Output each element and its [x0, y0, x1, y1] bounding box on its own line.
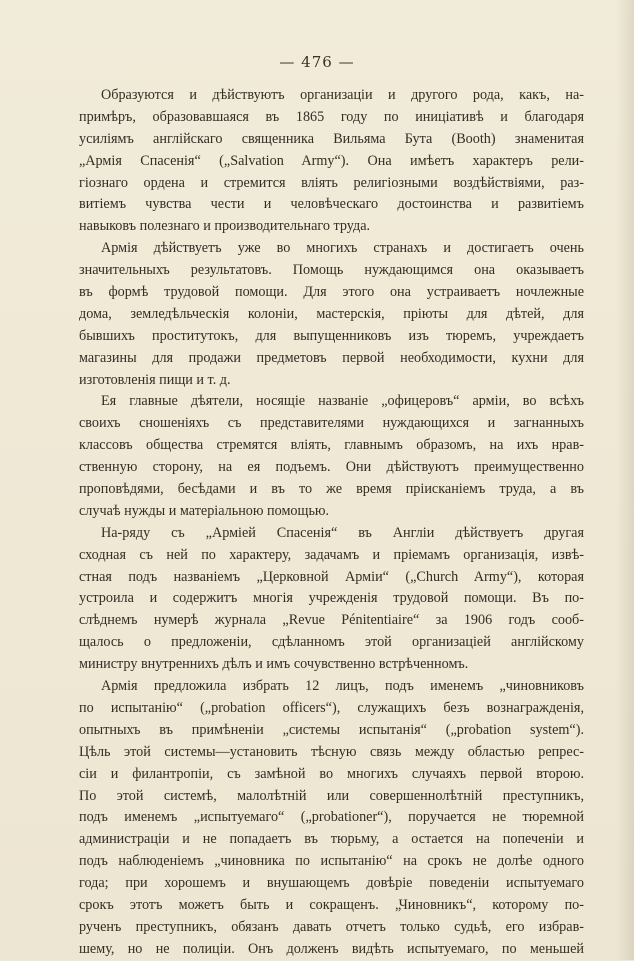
text-line: „Армія Спасенія“ („Salvation Army“). Она имѣетъ характеръ рели- — [79, 152, 584, 169]
text-line: случаѣ нужды и матеріальною помощью. — [79, 502, 330, 519]
text-line: въ формѣ трудовой помощи. Для этого она устраиваетъ ночлежные — [79, 284, 584, 301]
text-line: значительныхъ результатовъ. Помощь нуждающимся она оказываетъ — [79, 262, 584, 279]
text-line: Армія дѣйствуетъ уже во многихъ странахъ и достигаетъ очень — [101, 240, 584, 257]
text-line: по испытанію“ („probation officers“), служащихъ безъ вознагражденія, — [79, 699, 584, 716]
text-line: своихъ сношеніяхъ съ представителями нуждающихся и загнанныхъ — [79, 415, 584, 432]
text-line: Образуются и дѣйствуютъ организаціи и другого рода, какъ, на- — [101, 87, 584, 103]
text-line: сіи и филантропіи, съ замѣной во многихъ случаяхъ первой второю. — [79, 765, 584, 782]
page-number: — 476 — — [279, 53, 355, 71]
text-line: администраціи и не попадаетъ въ тюрьму, а остается на попеченіи и — [79, 831, 584, 848]
text-line: сходная съ ней по характеру, задачамъ и пріемамъ организація, извѣ- — [79, 546, 584, 563]
text-line: щалось о предложеніи, сдѣланномъ этой организаціей англійскому — [79, 634, 584, 651]
text-line: стная подъ названіемъ „Церковной Арміи“ („Church Army“), которая — [79, 568, 584, 585]
text-line: магазины для продажи предметовъ первой необходимости, кухни для — [79, 349, 584, 366]
text-line: гіознаго ордена и стремится вліять религіозными воздѣйствіями, раз- — [79, 174, 584, 191]
page-edge-shadow — [616, 0, 634, 960]
text-line: подъ наблюденіемъ „чиновника по испытанію“ на срокъ не долѣе одного — [79, 853, 584, 870]
text-line: слѣднемъ нумерѣ журнала „Revue Pénitentiaire“ за 1906 годъ сооб- — [79, 612, 584, 629]
text-line: проповѣдями, бесѣдами и въ то же время пріисканіемъ труда, а въ — [79, 481, 584, 498]
text-line: подъ именемъ „испытуемаго“ („probationer“), поручается не тюремной — [79, 809, 584, 826]
text-line: навыковъ полезнаго и производительнаго труда. — [79, 218, 371, 235]
text-line: года; при хорошемъ и внушающемъ довѣріе поведеніи испытуемаго — [79, 875, 584, 892]
text-line: По этой системѣ, малолѣтній или совершеннолѣтній преступникъ, — [79, 787, 584, 804]
text-line: изготовленія пищи и т. д. — [79, 371, 231, 388]
text-line: министру внутреннихъ дѣлъ и имъ сочувственно встрѣченномъ. — [79, 656, 469, 673]
body-text — [79, 85, 584, 961]
text-line: ственную сторону, на ея подъемъ. Они дѣйствуютъ преимущественно — [79, 459, 584, 476]
text-line: рученъ преступникъ, обязанъ давать отчетъ только судьѣ, его избрав- — [79, 918, 584, 935]
text-line: Цѣль этой системы—установить тѣсную связь между областью репрес- — [79, 743, 584, 760]
text-line: опытныхъ въ примѣненіи „системы испытанія“ („probation system“). — [79, 721, 584, 738]
text-line: бывшихъ проститутокъ, для выпущенниковъ изъ тюремъ, учреждаетъ — [79, 327, 584, 344]
text-line: устроила и содержитъ многія учрежденія трудовой помощи. Въ по- — [79, 590, 584, 607]
text-line: витіемъ чувства чести и человѣческаго достоинства и развитіемъ — [79, 196, 584, 213]
text-line: На-ряду съ „Арміей Спасенія“ въ Англіи дѣйствуетъ другая — [101, 524, 584, 541]
text-line: дома, земледѣльческія колоніи, мастерскія, пріюты для дѣтей, для — [79, 305, 584, 322]
text-line: классовъ общества стремятся вліять, главнымъ образомъ, на ихъ нрав- — [79, 437, 584, 454]
text-line: Армія предложила избрать 12 лицъ, подъ именемъ „чиновниковъ — [101, 678, 584, 695]
text-line: примѣръ, образовавшаяся въ 1865 году по иниціативѣ и благодаря — [79, 108, 584, 125]
text-line: шему, но не полиціи. Онъ долженъ видѣть испытуемаго, по меньшей — [79, 940, 584, 957]
text-line: усиліямъ англійскаго священника Вильяма Бута (Booth) знаменитая — [79, 130, 584, 147]
text-line: Ея главные дѣятели, носящіе названіе „офицеровъ“ арміи, во всѣхъ — [101, 393, 584, 410]
text-line: срокъ этотъ можетъ быть и сокращенъ. „Чиновникъ“, которому по- — [79, 896, 584, 913]
